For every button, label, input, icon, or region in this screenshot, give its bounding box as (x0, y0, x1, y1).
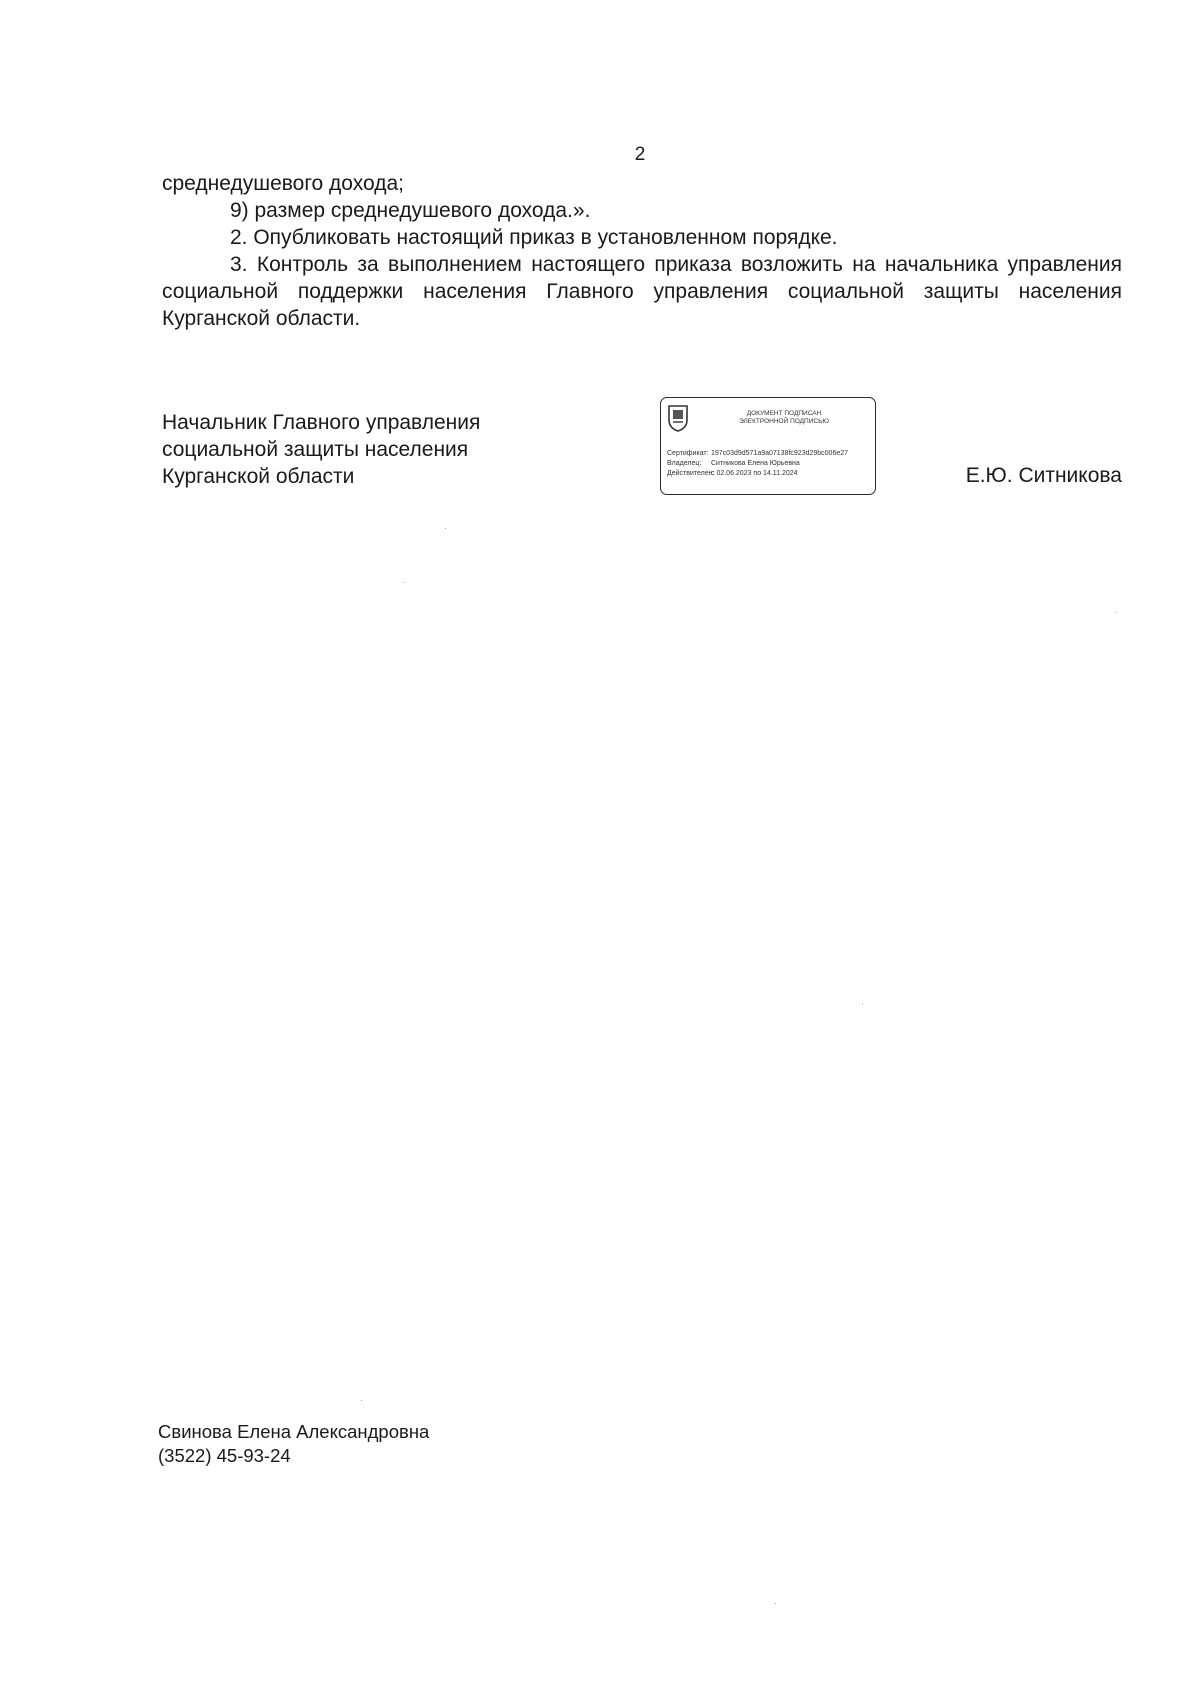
stamp-validity-row (667, 469, 869, 478)
stamp-owner-row (667, 459, 869, 468)
stamp-details (667, 449, 869, 479)
paragraph-item-3: 3. Контроль за выполнением настоящего приказа возложить на начальника управления социальной поддержки населения Главного управления социальной защиты населения Курганской области. (162, 253, 1122, 330)
paragraph-item-9: 9) размер среднедушевого дохода.». (230, 199, 591, 222)
stamp-certificate-row (667, 449, 869, 458)
paragraph-item-2: 2. Опубликовать настоящий приказ в установленном порядке. (230, 226, 838, 249)
stamp-validity-label: Действителен: (667, 470, 715, 477)
executor-name: Свинова Елена Александровна (158, 1421, 430, 1442)
paragraph-continuation: среднедушевого дохода; (162, 172, 405, 195)
stamp-heading-line: ДОКУМЕНТ ПОДПИСАН (746, 410, 822, 417)
scan-speck (775, 1603, 776, 1604)
executor-phone: (3522) 45-93-24 (158, 1445, 291, 1466)
stamp-heading-line: ЭЛЕКТРОННОЙ ПОДПИСЬЮ (739, 418, 829, 425)
scan-speck (862, 1003, 863, 1004)
electronic-signature-stamp (660, 397, 876, 495)
signatory-title (162, 409, 480, 490)
executor-block (158, 1420, 429, 1468)
scan-speck (445, 528, 446, 529)
stamp-owner-label: Владелец: (667, 460, 702, 467)
stamp-validity-value: с 02.06.2023 по 14.11.2024 (711, 470, 798, 477)
scan-speck (1115, 612, 1116, 613)
page-number: 2 (634, 144, 646, 165)
document-body (162, 170, 1122, 332)
coat-of-arms-icon (667, 404, 689, 432)
signatory-title-line: Курганской области (162, 465, 355, 488)
signatory-title-line: Начальник Главного управления (162, 411, 481, 434)
scan-speck (404, 582, 405, 583)
stamp-heading (699, 410, 869, 426)
stamp-certificate-value: 197c03d9d571a9a07138fc923d29bc006e27 (711, 450, 849, 457)
stamp-owner-value: Ситникова Елена Юрьевна (711, 460, 800, 467)
signatory-name: Е.Ю. Ситникова (965, 464, 1122, 487)
scan-speck (361, 1400, 362, 1401)
stamp-certificate-label: Сертификат: (667, 450, 709, 457)
signatory-title-line: социальной защиты населения (162, 438, 469, 461)
